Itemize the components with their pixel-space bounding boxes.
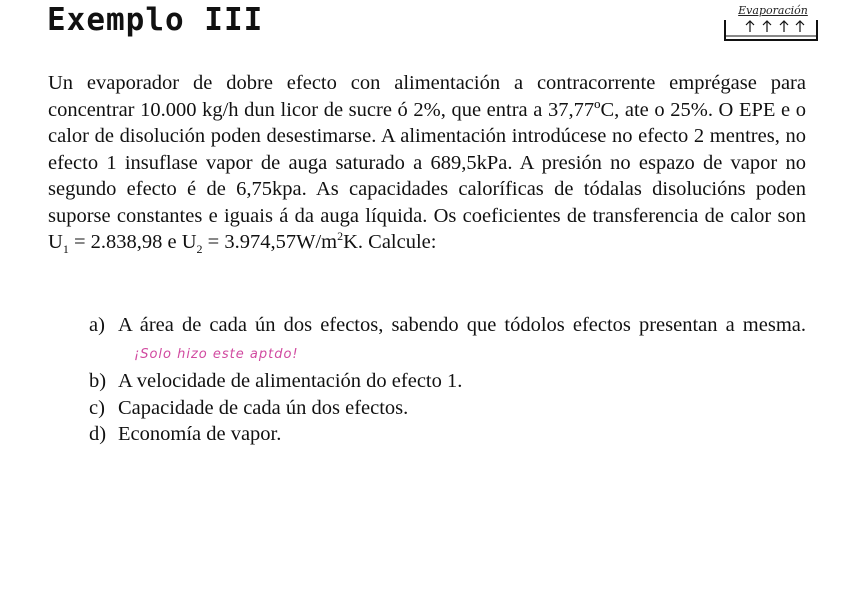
question-marker: c) — [89, 396, 105, 419]
evaporator-icon — [722, 4, 820, 46]
question-item — [89, 312, 806, 368]
question-marker: d) — [89, 423, 107, 445]
problem-text-3: = 3.974,57W/m — [202, 231, 338, 253]
question-item — [89, 395, 806, 422]
u2-subscript: 2 — [196, 242, 203, 257]
badge-label: Evaporación — [738, 4, 808, 17]
problem-text-2: = 2.838,98 e U — [68, 231, 197, 253]
problem-statement — [48, 70, 806, 256]
u1-subscript: 1 — [62, 242, 69, 257]
question-text: A área de cada ún dos efectos, sabendo que tódolos efectos presentan a mesma. — [118, 314, 806, 336]
evaporation-badge — [722, 4, 820, 46]
question-item — [89, 368, 806, 395]
question-text: A velocidade de alimentación do efecto 1. — [118, 370, 463, 392]
handwritten-note: ¡Solo hizo este aptdo! — [134, 346, 299, 362]
question-list — [89, 312, 806, 448]
question-marker: b) — [89, 370, 107, 392]
question-text: Economía de vapor. — [118, 423, 282, 445]
question-marker: a) — [89, 314, 105, 336]
page-title: Exemplo III — [47, 2, 264, 38]
problem-text-1: Un evaporador de dobre efecto con alimentación a contracorrente emprégase para concentrar 10.000 kg/h dun licor de sucre ó 2%, que entra a 37,77ºC, ate o 25%. O EPE e o calor de disolución poden desestimarse. A alimentación introdúcese no efecto 2 mentres, no efecto 1 insuflase vapor de auga saturado a 689,5kPa. A presión no espazo de vapor no segundo efecto é de 6,75kpa. As capacidades caloríficas de tódalas disolucións poden suporse constantes e iguais á da auga líquida. Os coeficientes de transferencia de calor son U — [48, 72, 806, 253]
squared-superscript: 2 — [337, 229, 344, 244]
problem-text-4: K. Calcule: — [343, 231, 437, 253]
question-text: Capacidade de cada ún dos efectos. — [118, 396, 409, 419]
question-item — [89, 421, 806, 448]
